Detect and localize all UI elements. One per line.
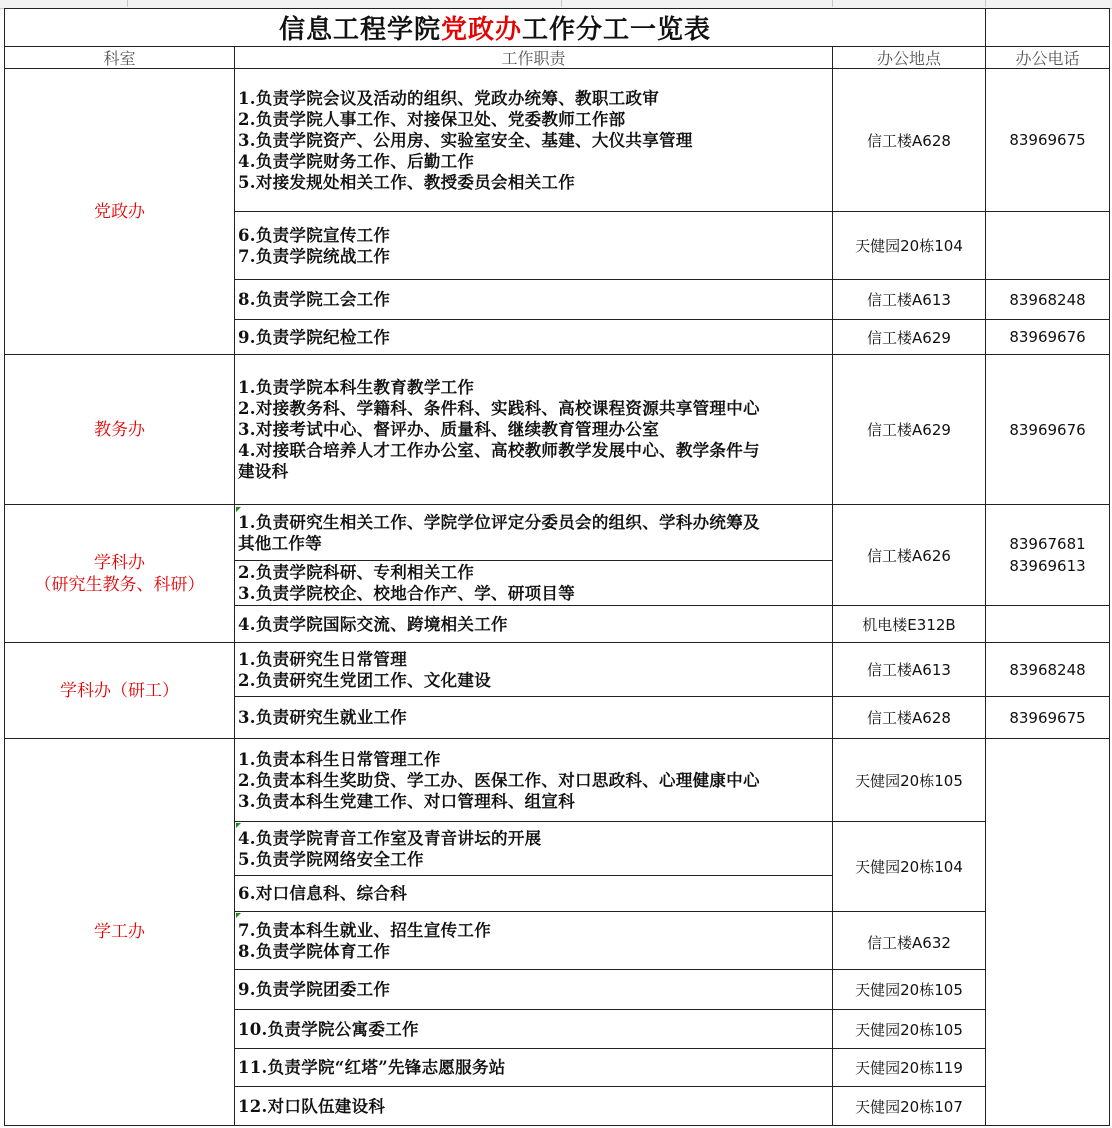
location-cell: 天健园20栋105 xyxy=(855,981,963,999)
location-cell: 信工楼A613 xyxy=(867,661,951,679)
location-cell: 信工楼A613 xyxy=(867,291,951,309)
duty-line: 9.负责学院纪检工作 xyxy=(238,327,391,347)
phone-cell xyxy=(986,505,1109,605)
location-cell: 信工楼A628 xyxy=(867,131,951,150)
title-highlight: 党政办 xyxy=(440,15,522,45)
department-name: 学工办 xyxy=(94,922,145,942)
duty-cell xyxy=(235,1010,832,1048)
duty-cell xyxy=(235,912,832,969)
title-prefix: 信息工程学院 xyxy=(278,15,441,45)
duty-line: 其他工作等 xyxy=(238,533,322,553)
header-duties: 工作职责 xyxy=(501,51,566,68)
department-name: 党政办 xyxy=(94,201,145,222)
duty-line: 2.负责研究生党团工作、文化建设 xyxy=(238,670,492,690)
phone-cell xyxy=(986,739,1109,1125)
duty-cell xyxy=(235,606,832,642)
duty-line: 2.负责本科生奖助贷、学工办、医保工作、对口思政科、心理健康中心 xyxy=(238,770,760,790)
duty-line: 1.负责学院会议及活动的组织、党政办统筹、教职工政审 xyxy=(238,88,660,108)
duty-line: 建设科 xyxy=(238,462,289,481)
duty-cell xyxy=(235,970,832,1009)
phone-number: 83967681 xyxy=(1009,535,1086,553)
phone-cell: 83969676 xyxy=(1009,328,1086,346)
duty-cell xyxy=(235,643,832,696)
duty-cell xyxy=(235,1049,832,1086)
phone-cell xyxy=(986,606,1109,642)
department-cell xyxy=(5,505,234,642)
duty-line: 1.负责研究生相关工作、学院学位评定分委员会的组织、学科办统筹及 xyxy=(238,512,760,532)
duty-line: 2.负责学院人事工作、对接保卫处、党委教师工作部 xyxy=(238,109,626,129)
duty-line: 3.负责学院资产、公用房、实验室安全、基建、大仪共享管理 xyxy=(238,130,693,150)
duty-line: 6.对口信息科、综合科 xyxy=(238,884,408,903)
duty-line: 6.负责学院宣传工作 xyxy=(238,225,391,245)
location-cell: 天健园20栋105 xyxy=(855,1020,963,1039)
title-suffix: 工作分工一览表 xyxy=(522,15,712,45)
duty-line: 4.对接联合培养人才工作办公室、高校教师教学发展中心、教学条件与 xyxy=(238,441,760,460)
location-cell: 信工楼A632 xyxy=(867,934,951,952)
duty-cell xyxy=(235,212,832,279)
department-name: 学科办 xyxy=(94,552,145,573)
phone-cell: 83969676 xyxy=(1009,420,1086,439)
phone-cell: 83968248 xyxy=(1009,290,1086,309)
phone-number: 83969613 xyxy=(1009,557,1086,575)
phone-cell: 83969675 xyxy=(1009,708,1086,727)
duty-line: 3.负责本科生党建工作、对口管理科、组宣科 xyxy=(238,791,576,811)
location-cell: 信工楼A629 xyxy=(867,328,951,347)
duty-line: 8.负责学院工会工作 xyxy=(238,290,391,309)
department-cell xyxy=(5,643,234,738)
location-cell: 天健园20栋107 xyxy=(855,1097,963,1116)
location-cell: 天健园20栋104 xyxy=(855,237,963,255)
duty-line: 1.负责学院本科生教育教学工作 xyxy=(238,378,475,397)
duty-line: 12.对口队伍建设科 xyxy=(238,1096,386,1116)
duty-cell xyxy=(235,1087,832,1125)
location-cell: 天健园20栋119 xyxy=(855,1059,963,1077)
duty-line: 3.对接考试中心、督评办、质量科、继续教育管理办公室 xyxy=(238,420,660,439)
duty-line: 4.负责学院青音工作室及青音讲坛的开展 xyxy=(238,828,542,848)
page-title xyxy=(5,9,985,46)
duty-cell xyxy=(235,697,832,738)
department-cell xyxy=(5,69,234,354)
duty-line: 4.负责学院国际交流、跨境相关工作 xyxy=(238,614,508,634)
duty-cell xyxy=(235,320,832,354)
header-phone: 办公电话 xyxy=(1015,51,1080,68)
duty-line: 2.负责学院科研、专利相关工作 xyxy=(238,563,475,582)
duty-line: 11.负责学院“红塔”先锋志愿服务站 xyxy=(238,1058,506,1077)
location-cell: 信工楼A626 xyxy=(867,546,951,565)
location-cell: 信工楼A628 xyxy=(867,709,951,727)
header-location: 办公地点 xyxy=(876,51,941,68)
duty-cell xyxy=(235,280,832,319)
location-cell: 机电楼E312B xyxy=(862,615,956,634)
duty-cell xyxy=(235,505,832,560)
duty-cell xyxy=(235,822,832,875)
department-cell xyxy=(5,739,234,1125)
duty-cell xyxy=(235,876,832,911)
department-cell xyxy=(5,355,234,504)
duty-line: 3.负责研究生就业工作 xyxy=(238,708,408,727)
location-cell: 天健园20栋105 xyxy=(855,771,963,790)
duty-line: 7.负责本科生就业、招生宣传工作 xyxy=(238,920,492,940)
duty-line: 1.负责研究生日常管理 xyxy=(238,649,408,669)
duty-cell xyxy=(235,561,832,605)
duty-line: 7.负责学院统战工作 xyxy=(238,246,391,266)
phone-cell: 83969675 xyxy=(1009,131,1086,149)
department-name: 教务办 xyxy=(94,419,145,440)
department-subname: （研究生教务、科研） xyxy=(34,574,205,595)
duty-line: 5.负责学院网络安全工作 xyxy=(238,849,424,869)
duty-cell xyxy=(235,69,832,211)
location-cell: 信工楼A629 xyxy=(867,421,951,439)
duty-line: 4.负责学院财务工作、后勤工作 xyxy=(238,151,475,171)
department-name: 学科办（研工） xyxy=(60,680,179,701)
duty-line: 5.对接发规处相关工作、教授委员会相关工作 xyxy=(238,172,576,192)
duty-line: 1.负责本科生日常管理工作 xyxy=(238,749,441,769)
duty-line: 3.负责学院校企、校地合作产、学、研项目等 xyxy=(238,584,576,603)
duty-line: 10.负责学院公寓委工作 xyxy=(238,1019,419,1039)
duty-cell xyxy=(235,355,832,504)
phone-cell: 83968248 xyxy=(1009,660,1086,679)
duty-line: 8.负责学院体育工作 xyxy=(238,941,391,961)
duty-cell xyxy=(235,739,832,821)
phone-cell xyxy=(986,212,1109,279)
location-cell: 天健园20栋104 xyxy=(855,858,963,876)
duty-line: 2.对接教务科、学籍科、条件科、实践科、高校课程资源共享管理中心 xyxy=(238,399,760,418)
duty-line: 9.负责学院团委工作 xyxy=(238,980,391,999)
header-department: 科室 xyxy=(103,51,136,68)
